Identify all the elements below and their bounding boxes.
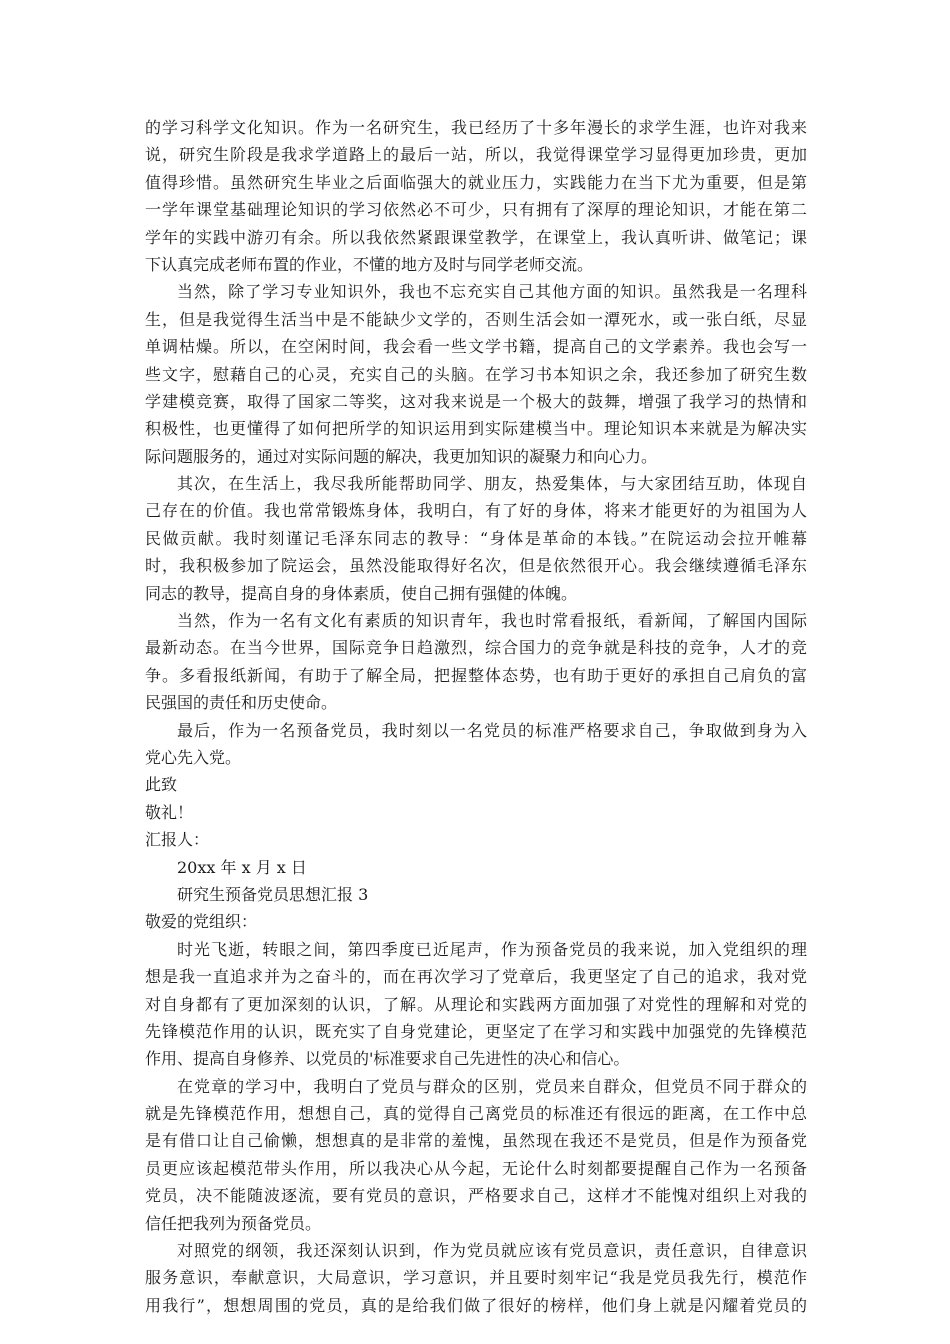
text-line: 最后，作为一名预备党员，我时刻以一名党员的标准严格要求自己，争取做到身为入 — [177, 720, 807, 740]
text-line: 作用、提高自身修养、以党员的'标准要求自己先进性的决心和信心。 — [145, 1049, 630, 1069]
text-line: 己存在的价值。我也常常锻炼身体，我明白，有了好的身体，将来才能更好的为祖国为人 — [145, 501, 807, 521]
text-line: 争。多看报纸新闻，有助于了解全局，把握整体态势，也有助于更好的承担自己肩负的富 — [145, 665, 807, 685]
paragraph — [145, 1073, 807, 1237]
paragraph — [145, 607, 807, 717]
text-line: 时光飞逝，转眼之间，第四季度已近尾声，作为预备党员的我来说，加入党组织的理 — [177, 939, 807, 959]
document-page — [145, 114, 807, 1319]
text-line: 一学年课堂基础理论知识的学习依然必不可少，只有拥有了深厚的理论知识，才能在第二 — [145, 200, 807, 220]
greeting: 敬爱的党组织： — [145, 912, 258, 932]
text-line: 单调枯燥。所以，在空闲时间，我会看一些文学书籍，提高自己的文学素养。我也会写一 — [145, 337, 807, 357]
text-line: 想是我一直追求并为之奋斗的，而在再次学习了党章后，我更坚定了自己的追求，我对党 — [145, 967, 807, 987]
paragraph — [145, 470, 807, 607]
text-line: 其次，在生活上，我尽我所能帮助同学、朋友，热爱集体，与大家团结互助，体现自 — [177, 474, 807, 494]
text-line: 下认真完成老师布置的作业，不懂的地方及时与同学老师交流。 — [145, 254, 594, 274]
text-line: 些文字，慰藉自己的心灵，充实自己的头脑。在学习书本知识之余，我还参加了研究生数 — [145, 364, 807, 384]
text-line: 学年的实践中游刃有余。所以我依然紧跟课堂教学，在课堂上，我认真听讲、做笔记；课 — [145, 227, 807, 247]
text-line: 民强国的责任和历史使命。 — [145, 693, 338, 713]
section-title: 研究生预备党员思想汇报 3 — [177, 884, 369, 904]
text-line: 对自身都有了更加深刻的认识，了解。从理论和实践两方面加强了对党性的理解和对党的 — [145, 994, 807, 1014]
paragraph — [145, 1237, 807, 1319]
text-line: 学建模竞赛，取得了国家二等奖，这对我来说是一个极大的鼓舞，增强了我学习的热情和 — [145, 391, 807, 411]
report-date: 20xx 年 x 月 x 日 — [177, 857, 307, 877]
text-line: 积极性，也更懂得了如何把所学的知识运用到实际建模当中。理论知识本来就是为解决实 — [145, 419, 807, 439]
paragraph — [145, 114, 807, 278]
text-line: 员更应该起模范带头作用，所以我决心从今起，无论什么时刻都要提醒自己作为一名预备 — [145, 1158, 807, 1178]
text-line: 党心先入党。 — [145, 747, 242, 767]
text-line: 党员，决不能随波逐流，要有党员的意识，严格要求自己，这样才不能愧对组织上对我的 — [145, 1186, 807, 1206]
reporter-label: 汇报人： — [145, 830, 210, 850]
text-line: 先锋模范作用的认识，既充实了自身党建论，更坚定了在学习和实践中加强党的先锋模范 — [145, 1021, 807, 1041]
text-line: 生，但是我觉得生活当中是不能缺少文学的，否则生活会如一潭死水，或一张白纸，尽显 — [145, 309, 807, 329]
text-line: 服务意识，奉献意识，大局意识，学习意识，并且要时刻牢记“我是党员我先行，模范作 — [145, 1268, 807, 1288]
text-line: 信任把我列为预备党员。 — [145, 1213, 322, 1233]
text-line: 说，研究生阶段是我求学道路上的最后一站，所以，我觉得课堂学习显得更加珍贵，更加 — [145, 145, 807, 165]
text-line: 际问题服务的，通过对实际问题的解决，我更加知识的凝聚力和向心力。 — [145, 446, 658, 466]
text-line: 最新动态。在当今世界，国际竞争日趋激烈，综合国力的竞争就是科技的竞争，人才的竞 — [145, 638, 807, 658]
text-line: 用我行”，想想周围的党员，真的是给我们做了很好的榜样，他们身上就是闪耀着党员的 — [145, 1295, 807, 1315]
closing-regards: 敬礼！ — [145, 802, 194, 822]
text-line: 同志的教导，提高自身的身体素质，使自己拥有强健的体魄。 — [145, 583, 578, 603]
text-line: 对照党的纲领，我还深刻认识到，作为党员就应该有党员意识，责任意识，自律意识 — [177, 1241, 807, 1261]
closing-salute: 此致 — [145, 775, 178, 795]
text-line: 在党章的学习中，我明白了党员与群众的区别，党员来自群众，但党员不同于群众的 — [177, 1076, 807, 1096]
text-line: 时，我积极参加了院运会，虽然没能取得好名次，但是依然很开心。我会继续遵循毛泽东 — [145, 556, 807, 576]
paragraph — [145, 936, 807, 1073]
text-line: 当然，除了学习专业知识外，我也不忘充实自己其他方面的知识。虽然我是一名理科 — [177, 282, 807, 302]
text-line: 的学习科学文化知识。作为一名研究生，我已经历了十多年漫长的求学生涯，也许对我来 — [145, 118, 807, 137]
text-line: 值得珍惜。虽然研究生毕业之后面临强大的就业压力，实践能力在当下尤为重要，但是第 — [145, 172, 807, 192]
text-line: 民做贡献。我时刻谨记毛泽东同志的教导：“身体是革命的本钱。”在院运动会拉开帷幕 — [145, 528, 807, 548]
text-line: 就是先锋模范作用，想想自己，真的觉得自己离党员的标准还有很远的距离，在工作中总 — [145, 1104, 807, 1124]
closing-block — [145, 771, 807, 881]
text-line: 当然，作为一名有文化有素质的知识青年，我也时常看报纸，看新闻，了解国内国际 — [177, 611, 807, 631]
paragraph — [145, 278, 807, 470]
paragraph — [145, 717, 807, 772]
text-line: 是有借口让自己偷懒，想想真的是非常的羞愧，虽然现在我还不是党员，但是作为预备党 — [145, 1131, 807, 1151]
